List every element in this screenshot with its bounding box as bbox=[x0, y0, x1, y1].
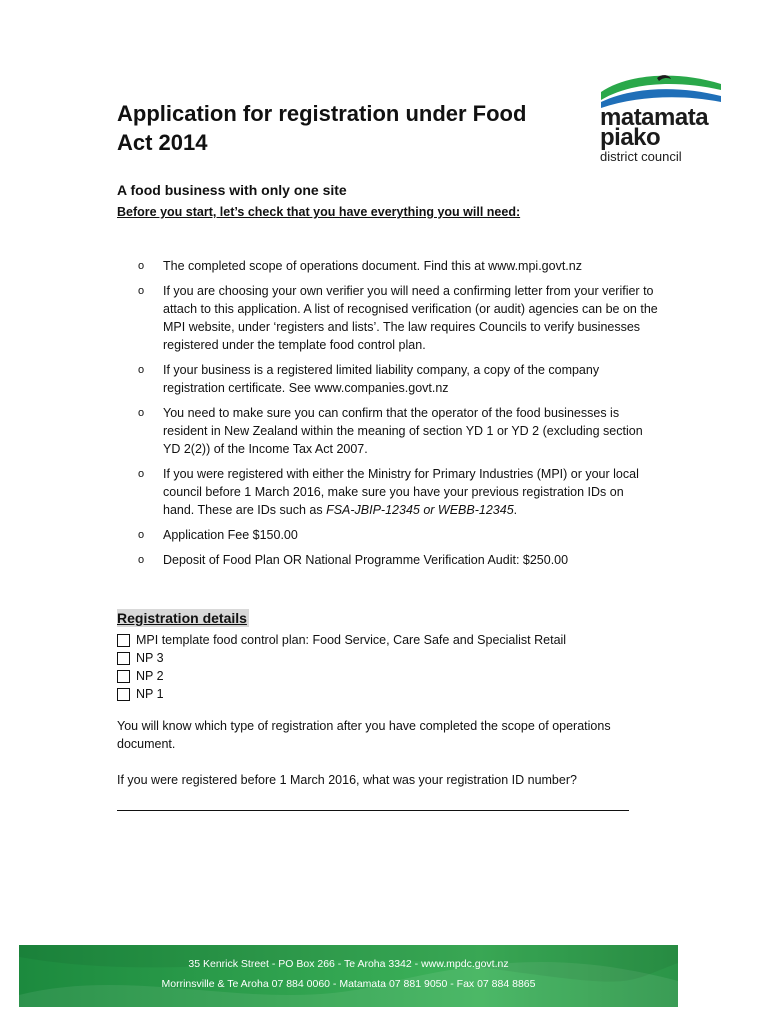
requirement-item bbox=[138, 526, 658, 544]
logo-word-matamata: matamata bbox=[600, 104, 709, 131]
requirement-item bbox=[138, 282, 658, 354]
requirement-text: If your business is a registered limited liability company, a copy of the company registration certificate. See www.companies.govt.nz bbox=[163, 363, 600, 395]
requirement-text: You need to make sure you can confirm that the operator of the food businesses is resident in New Zealand within the meaning of section YD 1 or YD 2 (excluding section YD 2(2)) of the Income Tax Act 2007. bbox=[163, 406, 643, 456]
option-label: NP 1 bbox=[136, 687, 164, 701]
option-mpi-template bbox=[117, 631, 566, 649]
swoosh-logo-icon bbox=[597, 72, 727, 108]
registration-details-heading: Registration details bbox=[117, 610, 247, 626]
checkbox[interactable] bbox=[117, 652, 130, 665]
page-title bbox=[117, 99, 577, 157]
requirements-list bbox=[138, 257, 658, 576]
bullet-icon: o bbox=[138, 407, 145, 419]
bullet-icon: o bbox=[138, 285, 145, 297]
bullet-icon: o bbox=[138, 554, 145, 566]
footer-address: 35 Kenrick Street - PO Box 266 - Te Aroha 3342 - www.mpdc.govt.nz bbox=[188, 958, 509, 970]
footer-banner bbox=[19, 945, 678, 1007]
checkbox[interactable] bbox=[117, 688, 130, 701]
option-np3 bbox=[117, 649, 566, 667]
requirement-item bbox=[138, 257, 658, 275]
bullet-icon: o bbox=[138, 364, 145, 376]
option-label: NP 3 bbox=[136, 651, 164, 665]
bullet-icon: o bbox=[138, 529, 145, 541]
bullet-icon: o bbox=[138, 260, 145, 272]
title-line-1: Application for registration under Food bbox=[117, 101, 527, 126]
footer-wave-pattern bbox=[19, 945, 678, 1007]
requirement-item bbox=[138, 404, 658, 458]
registration-id-answer-field[interactable] bbox=[117, 810, 629, 811]
business-type-heading: A food business with only one site bbox=[117, 182, 347, 198]
registration-id-question: If you were registered before 1 March 2016, what was your registration ID number? bbox=[117, 773, 577, 787]
council-logo bbox=[597, 72, 727, 164]
requirement-item bbox=[138, 361, 658, 397]
requirement-text-end: . bbox=[513, 503, 518, 517]
footer-phones: Morrinsville & Te Aroha 07 884 0060 - Matamata 07 881 9050 - Fax 07 884 8865 bbox=[161, 978, 536, 990]
requirement-text bbox=[163, 465, 658, 519]
option-np1 bbox=[117, 685, 566, 703]
registration-options bbox=[117, 631, 566, 703]
requirement-text: If you are choosing your own verifier you will need a confirming letter from your verifier to attach to this application. A list of recognised verification (or audit) agencies can be on the MPI website, under ‘registers and lists’. The law requires Councils to verify businesses registered under the template food control plan. bbox=[163, 284, 658, 352]
title-line-2: Act 2014 bbox=[117, 130, 208, 155]
requirement-item bbox=[138, 465, 658, 519]
requirement-text: The completed scope of operations document. Find this at www.mpi.govt.nz bbox=[163, 259, 582, 273]
example-id-text: FSA-JBIP-12345 or WEBB-12345 bbox=[326, 503, 514, 517]
logo-word-piako: piako bbox=[600, 124, 661, 151]
requirement-text: Deposit of Food Plan OR National Programme Verification Audit: $250.00 bbox=[163, 553, 569, 567]
requirement-text-plain: If you were registered with either the Ministry for Primary Industries (MPI) or your local council before 1 March 2016, make sure you have your previous registration IDs on hand. These are IDs such as bbox=[163, 467, 639, 517]
checklist-heading: Before you start, let’s check that you have everything you will need: bbox=[117, 205, 521, 219]
checkbox[interactable] bbox=[117, 634, 130, 647]
requirement-item bbox=[138, 551, 658, 569]
option-np2 bbox=[117, 667, 566, 685]
logo-subtitle: district council bbox=[600, 149, 682, 164]
option-label: MPI template food control plan: Food Service, Care Safe and Specialist Retail bbox=[136, 633, 567, 647]
option-label: NP 2 bbox=[136, 669, 164, 683]
bullet-icon: o bbox=[138, 468, 145, 480]
requirement-text: Application Fee $150.00 bbox=[163, 528, 298, 542]
registration-note: You will know which type of registration after you have completed the scope of operations document. bbox=[117, 719, 611, 751]
checkbox[interactable] bbox=[117, 670, 130, 683]
